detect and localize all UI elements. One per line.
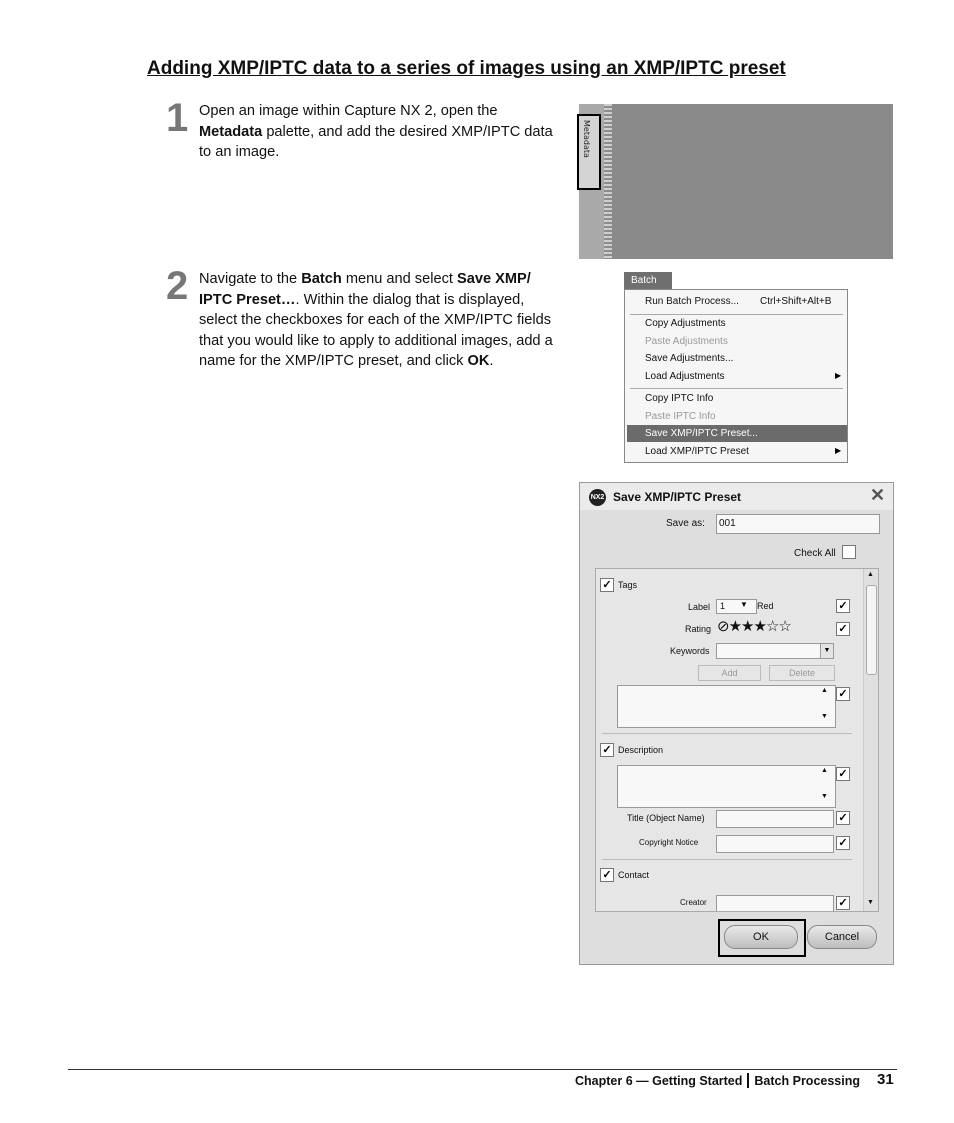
step-1-number: 1 (166, 96, 189, 140)
label-select-value: 1 (720, 601, 726, 611)
title-object-name-input[interactable] (716, 810, 834, 828)
footer-divider (747, 1073, 749, 1088)
star-filled-icon[interactable]: ★ (741, 618, 754, 635)
footer-rule (68, 1069, 897, 1070)
keywords-label: Keywords (670, 646, 710, 656)
scroll-down-icon[interactable]: ▼ (867, 899, 874, 906)
page-heading: Adding XMP/IPTC data to a series of images using an XMP/IPTC preset (147, 58, 786, 79)
step-2-text-c: menu and select (341, 271, 457, 287)
keywords-list-checkbox[interactable]: ✓ (836, 687, 850, 701)
step-2-text-a: Navigate to the (199, 271, 302, 287)
add-button: Add (698, 665, 761, 681)
batch-menu (624, 289, 848, 463)
batch-menu-title[interactable]: Batch (624, 272, 672, 289)
title-checkbox[interactable]: ✓ (836, 811, 850, 825)
menu-item-copy-iptc[interactable]: Copy IPTC Info (645, 393, 714, 404)
panel-scrollbar[interactable] (863, 569, 878, 911)
menu-item-run-batch[interactable]: Run Batch Process... (645, 296, 739, 307)
page-number: 31 (877, 1071, 894, 1088)
scrollbar-thumb[interactable] (866, 585, 877, 675)
star-empty-icon[interactable]: ☆ (778, 618, 791, 635)
dropdown-icon: ▼ (740, 600, 748, 609)
chevron-down-icon[interactable]: ▼ (820, 644, 833, 658)
star-filled-icon[interactable]: ★ (728, 618, 742, 635)
tags-label: Tags (618, 580, 638, 590)
no-rating-icon[interactable]: ⊘ (717, 618, 729, 635)
step-1-text-a: Open an image within Capture NX 2, open the (199, 103, 498, 119)
description-label: Description (618, 745, 664, 755)
menu-item-save-adjustments[interactable]: Save Adjustments... (645, 353, 734, 364)
copyright-notice-input[interactable] (716, 835, 834, 853)
close-icon[interactable]: ✕ (870, 485, 886, 505)
creator-checkbox[interactable]: ✓ (836, 896, 850, 910)
tags-checkbox[interactable]: ✓ (600, 578, 614, 592)
copyright-checkbox[interactable]: ✓ (836, 836, 850, 850)
rating-checkbox[interactable]: ✓ (836, 622, 850, 636)
creator-label: Creator (680, 898, 707, 907)
menu-shortcut-run-batch: Ctrl+Shift+Alt+B (760, 296, 832, 307)
dialog-titlebar (580, 483, 893, 510)
copyright-notice-label: Copyright Notice (639, 838, 699, 847)
scroll-up-icon[interactable]: ▲ (867, 571, 874, 578)
menu-item-paste-iptc: Paste IPTC Info (645, 411, 716, 422)
step-1-text (199, 101, 554, 163)
footer (575, 1073, 860, 1088)
step-2-text-g: . (489, 353, 494, 369)
save-as-label: Save as: (666, 518, 705, 529)
description-text-checkbox[interactable]: ✓ (836, 767, 850, 781)
dialog-title: Save XMP/IPTC Preset (613, 490, 742, 504)
menu-item-load-xmp-iptc-preset[interactable]: Load XMP/IPTC Preset (645, 446, 749, 457)
menu-separator (630, 388, 843, 389)
metadata-tab[interactable] (577, 114, 601, 190)
metadata-tab-label: Metadata (582, 120, 591, 158)
rating-stars[interactable] (717, 617, 791, 635)
step-1-text-b: Metadata (199, 123, 263, 140)
footer-section: Batch Processing (754, 1074, 860, 1088)
check-all-checkbox[interactable] (842, 545, 856, 559)
step-2-text-f: OK (467, 353, 490, 369)
check-all-label: Check All (794, 548, 836, 559)
section-divider (602, 859, 852, 860)
step-2-text (199, 269, 554, 372)
submenu-arrow-icon: ▶ (835, 446, 842, 455)
menu-separator (630, 314, 843, 315)
delete-button: Delete (769, 665, 835, 681)
star-empty-icon[interactable]: ☆ (765, 618, 779, 635)
step-1-text-c: palette, and add the desired XMP/IPTC data to an image. (199, 123, 553, 160)
creator-input[interactable] (716, 895, 834, 912)
rating-label: Rating (685, 624, 712, 634)
menu-item-copy-adjustments[interactable]: Copy Adjustments (645, 318, 726, 329)
title-object-name-label: Title (Object Name) (627, 813, 705, 823)
save-as-input[interactable]: 001 (716, 514, 880, 534)
step-2-text-d: Save XMP/ IPTC Preset… (199, 271, 531, 308)
nx2-logo-icon: NX2 (589, 489, 606, 506)
footer-chapter: Chapter 6 — Getting Started (575, 1074, 743, 1088)
label-label: Label (688, 602, 711, 612)
step-2-text-b: Batch (301, 271, 342, 287)
metadata-palette-screenshot (579, 104, 893, 259)
scroll-down-icon[interactable]: ▼ (821, 793, 828, 800)
save-xmp-iptc-preset-dialog (579, 482, 894, 965)
step-2-number: 2 (166, 264, 189, 308)
fields-panel (595, 568, 879, 912)
scroll-up-icon[interactable]: ▲ (821, 767, 828, 774)
menu-item-save-xmp-iptc-preset[interactable]: Save XMP/IPTC Preset... (645, 428, 758, 439)
submenu-arrow-icon: ▶ (835, 371, 842, 380)
contact-checkbox[interactable]: ✓ (600, 868, 614, 882)
cancel-button[interactable]: Cancel (807, 925, 877, 949)
palette-grip (604, 104, 612, 259)
keywords-list[interactable] (617, 685, 836, 728)
contact-label: Contact (618, 870, 650, 880)
ok-button[interactable]: OK (724, 925, 798, 949)
menu-item-paste-adjustments: Paste Adjustments (645, 336, 728, 347)
step-2-text-e: . Within the dialog that is displayed, select the checkboxes for each of the XMP/IPTC fields that you would like to apply to additional images, add a name for the XMP/IPTC preset, and click (199, 291, 553, 369)
star-filled-icon[interactable]: ★ (753, 618, 766, 635)
section-divider (602, 733, 852, 734)
scroll-down-icon[interactable]: ▼ (821, 713, 828, 720)
scroll-up-icon[interactable]: ▲ (821, 687, 828, 694)
description-checkbox[interactable]: ✓ (600, 743, 614, 757)
label-checkbox[interactable]: ✓ (836, 599, 850, 613)
description-textarea[interactable] (617, 765, 836, 808)
keywords-select[interactable] (716, 643, 834, 659)
label-select[interactable] (716, 599, 757, 614)
menu-item-load-adjustments[interactable]: Load Adjustments (645, 371, 725, 382)
label-color-text: Red (757, 601, 774, 611)
